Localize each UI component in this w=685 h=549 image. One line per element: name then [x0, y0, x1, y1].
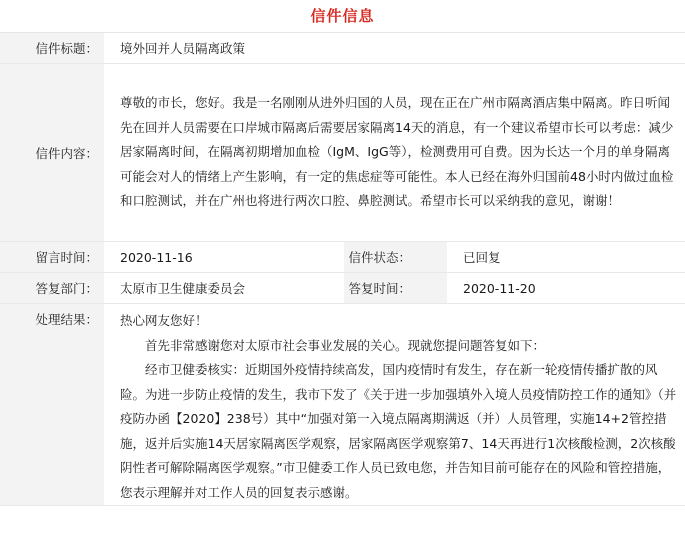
dept-label: 答复部门：: [0, 273, 104, 304]
dept-value: 太原市卫生健康委员会: [104, 273, 344, 304]
result-label: 处理结果：: [0, 304, 104, 506]
content-value: 尊敬的市长，您好。我是一名刚刚从进外归国的人员，现在正在广州市隔离酒店集中隔离。昨日听闻先在回并人员需要在口岸城市隔离后需要居家隔离14天的消息，有一个建议希望市长可以考虑：减少居家隔离时间，在隔离初期增加血检（IgM、IgG等），检测费用可自费。因为长达一个月的单身隔离可能会对人的情绪上产生影响，有一定的焦虑症等可能性。本人已经在海外归国前48小时内做过血检和口腔测试，并在广州也将进行两次口腔、鼻腔测试。希望市长可以采纳我的意见，谢谢！: [120, 95, 674, 209]
result-greeting: 热心网友您好！: [120, 313, 208, 328]
date-value: 2020-11-16: [104, 242, 344, 273]
reply-time-value: 2020-11-20: [447, 273, 685, 304]
row-date-status: [0, 242, 685, 273]
content-cell: [104, 64, 685, 242]
row-dept-reply-time: [0, 273, 685, 304]
status-value: 已回复: [447, 242, 685, 273]
status-label: 信件状态：: [344, 242, 447, 273]
row-result: [0, 304, 685, 506]
result-body: [120, 304, 679, 505]
row-content: [0, 64, 685, 242]
title-value: 境外回并人员隔离政策: [104, 33, 685, 64]
row-title: [0, 33, 685, 64]
reply-time-label: 答复时间：: [344, 273, 447, 304]
date-label: 留言时间：: [0, 242, 104, 273]
panel-title: 信件信息: [0, 0, 685, 33]
result-paragraph-2: 经市卫健委核实：近期国外疫情持续高发，国内疫情时有发生，存在新一轮疫情传播扩散的风险。为进一步防止疫情的发生，我市下发了《关于进一步加强填外入境人员疫情防控工作的通知》（并疫防办函【2020】238号）其中“加强对第一入境点隔离期满返（并）人员管理，实施14+2管控措施，返并后实施14天居家隔离医学观察，居家隔离医学观察第7、14天再进行1次核酸检测，2次核酸阴性者可解除隔离医学观察。”市卫健委工作人员已致电您，并告知目前可能存在的风险和管控措施，您表示理解并对工作人员的回复表示感谢。: [120, 362, 677, 500]
title-label: 信件标题：: [0, 33, 104, 64]
result-cell: [104, 304, 685, 506]
content-label: 信件内容：: [0, 64, 104, 242]
result-paragraph-1: 首先非常感谢您对太原市社会事业发展的关心。现就您提问题答复如下：: [145, 337, 546, 353]
letter-info-table: [0, 33, 685, 506]
